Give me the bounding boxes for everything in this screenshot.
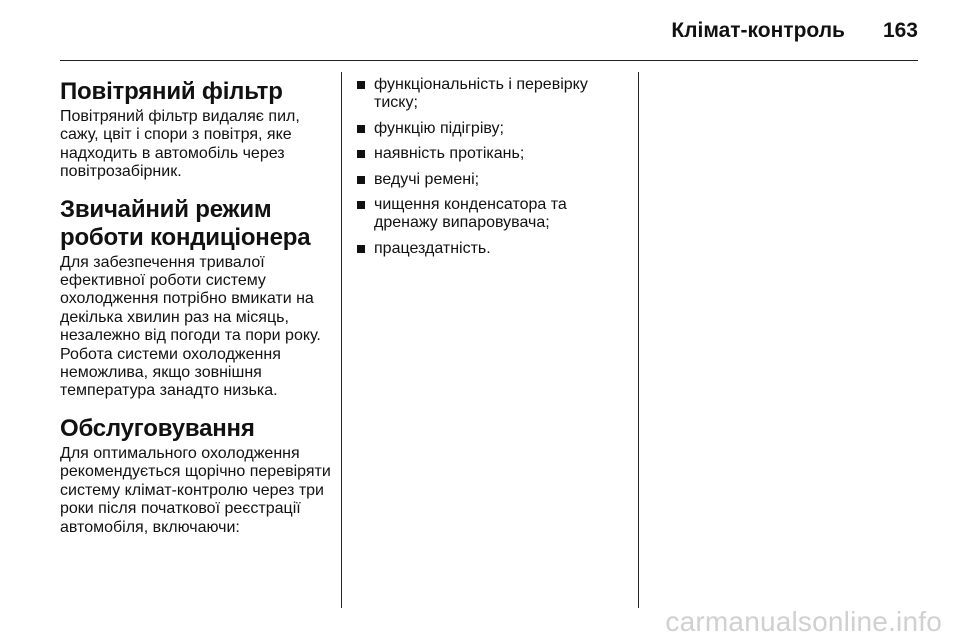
- list-item: [357, 240, 629, 258]
- list-item-text: наявність протікань;: [374, 145, 525, 163]
- list-item: [357, 76, 629, 113]
- bullet-square-icon: [357, 81, 365, 89]
- section-heading-air-filter: Повітряний фільтр: [60, 78, 283, 105]
- bullet-square-icon: [357, 125, 365, 133]
- section-heading-service: Обслуговування: [60, 414, 255, 442]
- middle-column: [357, 76, 629, 265]
- watermark: carmanualsonline.info: [665, 606, 942, 637]
- section-body-air-filter: Повітряний фільтр видаляє пил, сажу, цвіт і спори з повітря, яке надходить в автомобіль через повітрозабірник.: [60, 108, 300, 181]
- list-item: [357, 145, 629, 163]
- section-heading-normal-operation: Звичайний режим роботи кондиціонера: [60, 195, 311, 251]
- list-item-text: функціональність і перевірку тиску;: [374, 76, 588, 112]
- list-item: [357, 196, 629, 233]
- list-item-text: працездатність.: [374, 239, 491, 257]
- service-checklist: [357, 76, 629, 258]
- bullet-square-icon: [357, 150, 365, 158]
- list-item: [357, 171, 629, 189]
- chapter-title: Клімат-контроль: [671, 19, 845, 42]
- bullet-square-icon: [357, 201, 365, 209]
- section-body-normal-operation: Для забезпечення тривалої ефективної роботи систему охолодження потрібно вмикати на декілька хвилин раз на місяць, незалежно від погоди та пори року. Робота системи охолодження неможлива, якщо зовнішня температура занадто низька.: [60, 253, 321, 400]
- page-header: [60, 14, 918, 48]
- bullet-square-icon: [357, 176, 365, 184]
- list-item-text: ведучі ремені;: [374, 170, 480, 188]
- page-number: 163: [882, 19, 918, 42]
- list-item: [357, 120, 629, 138]
- header-divider: [60, 60, 918, 61]
- left-column: [60, 76, 332, 537]
- column-divider-left: [341, 72, 342, 608]
- bullet-square-icon: [357, 245, 365, 253]
- list-item-text: чищення конденсатора та дренажу випаровувача;: [374, 196, 567, 232]
- section-body-service: Для оптимального охолодження рекомендується щорічно перевіряти систему клімат-контролю через три роки після початкової реєстрації автомобіля, включаючи:: [60, 444, 331, 536]
- column-divider-right: [638, 72, 639, 608]
- list-item-text: функцію підігріву;: [374, 119, 504, 137]
